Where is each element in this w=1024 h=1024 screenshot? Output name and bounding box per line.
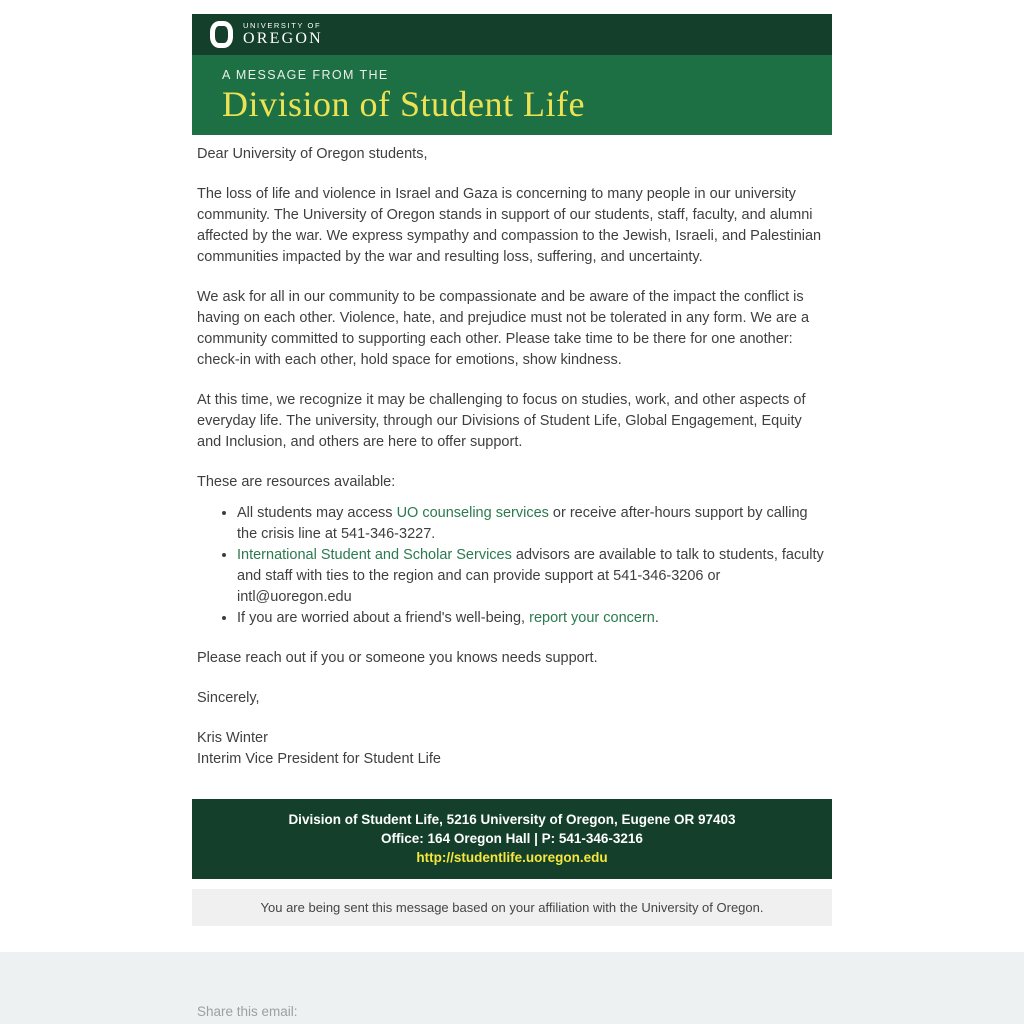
list-item-international (237, 545, 826, 608)
uo-logo[interactable] (210, 21, 323, 48)
bullet-text: If you are worried about a friend's well-being, (237, 610, 530, 626)
list-item-counseling (237, 503, 826, 545)
closing-paragraph: Please reach out if you or someone you knows needs support. (197, 650, 598, 666)
share-row (192, 952, 832, 1021)
banner-eyebrow: A MESSAGE FROM THE (222, 68, 389, 82)
bullet-text: . (654, 610, 659, 626)
share-email-label: Share this email: (197, 1004, 298, 1019)
sign-off: Sincerely, (197, 690, 260, 706)
signature-name: Kris Winter (197, 730, 268, 746)
counseling-services-link[interactable]: UO counseling services (396, 505, 549, 521)
email-container (192, 0, 832, 926)
studentlife-website-link[interactable]: http://studentlife.uoregon.edu (416, 850, 608, 865)
footer-address-line: Division of Student Life, 5216 University of Oregon, Eugene OR 97403 (288, 812, 736, 827)
resources-intro: These are resources available: (197, 474, 396, 490)
footer-block (192, 799, 832, 879)
email-header-bar (192, 14, 832, 55)
logo-university-of-label: UNIVERSITY OF (243, 20, 322, 30)
footer-office-line: Office: 164 Oregon Hall | P: 541-346-3216 (381, 831, 643, 846)
email-body (192, 135, 832, 770)
resources-list (197, 503, 826, 629)
logo-oregon-label: OREGON (243, 30, 323, 48)
disclaimer-bar: You are being sent this message based on your affiliation with the University of Oregon. (192, 889, 832, 926)
paragraph-2: We ask for all in our community to be compassionate and be aware of the impact the conflict is having on each other. Violence, hate, and prejudice must not be tolerated in any form. We are a community committed to supporting each other. Please take time to be there for one another: check-in with each other, hold space for emotions, show kindness. (197, 289, 810, 368)
bullet-text: advisors are available to talk to students, faculty and staff with ties to the region and can provide support at 541-346-3206 or intl@uoregon.edu (237, 547, 824, 605)
oregon-o-icon (210, 21, 233, 48)
banner-title: Division of Student Life (222, 84, 585, 124)
bottom-section (0, 952, 1024, 1024)
paragraph-1: The loss of life and violence in Israel and Gaza is concerning to many people in our university community. The University of Oregon stands in support of our students, staff, faculty, and alumni affected by the war. We express sympathy and compassion to the Jewish, Israeli, and Palestinian communities impacted by the war and resulting loss, suffering, and uncertainty. (197, 186, 822, 265)
paragraph-3: At this time, we recognize it may be challenging to focus on studies, work, and other aspects of everyday life. The university, through our Divisions of Student Life, Global Engagement, Equity and Inclusion, and others are here to offer support. (197, 392, 806, 450)
international-services-link[interactable]: International Student and Scholar Services (237, 547, 512, 563)
list-item-report-concern (237, 608, 826, 629)
report-concern-link[interactable]: report your concern (529, 610, 655, 626)
banner (192, 55, 832, 135)
bullet-text: or receive after-hours support by calling the crisis line at 541-346-3227. (237, 505, 808, 542)
bullet-text: All students may access (237, 505, 397, 521)
signature-title: Interim Vice President for Student Life (197, 751, 441, 767)
uo-logo-wordmark (243, 22, 323, 48)
salutation: Dear University of Oregon students, (197, 146, 428, 162)
